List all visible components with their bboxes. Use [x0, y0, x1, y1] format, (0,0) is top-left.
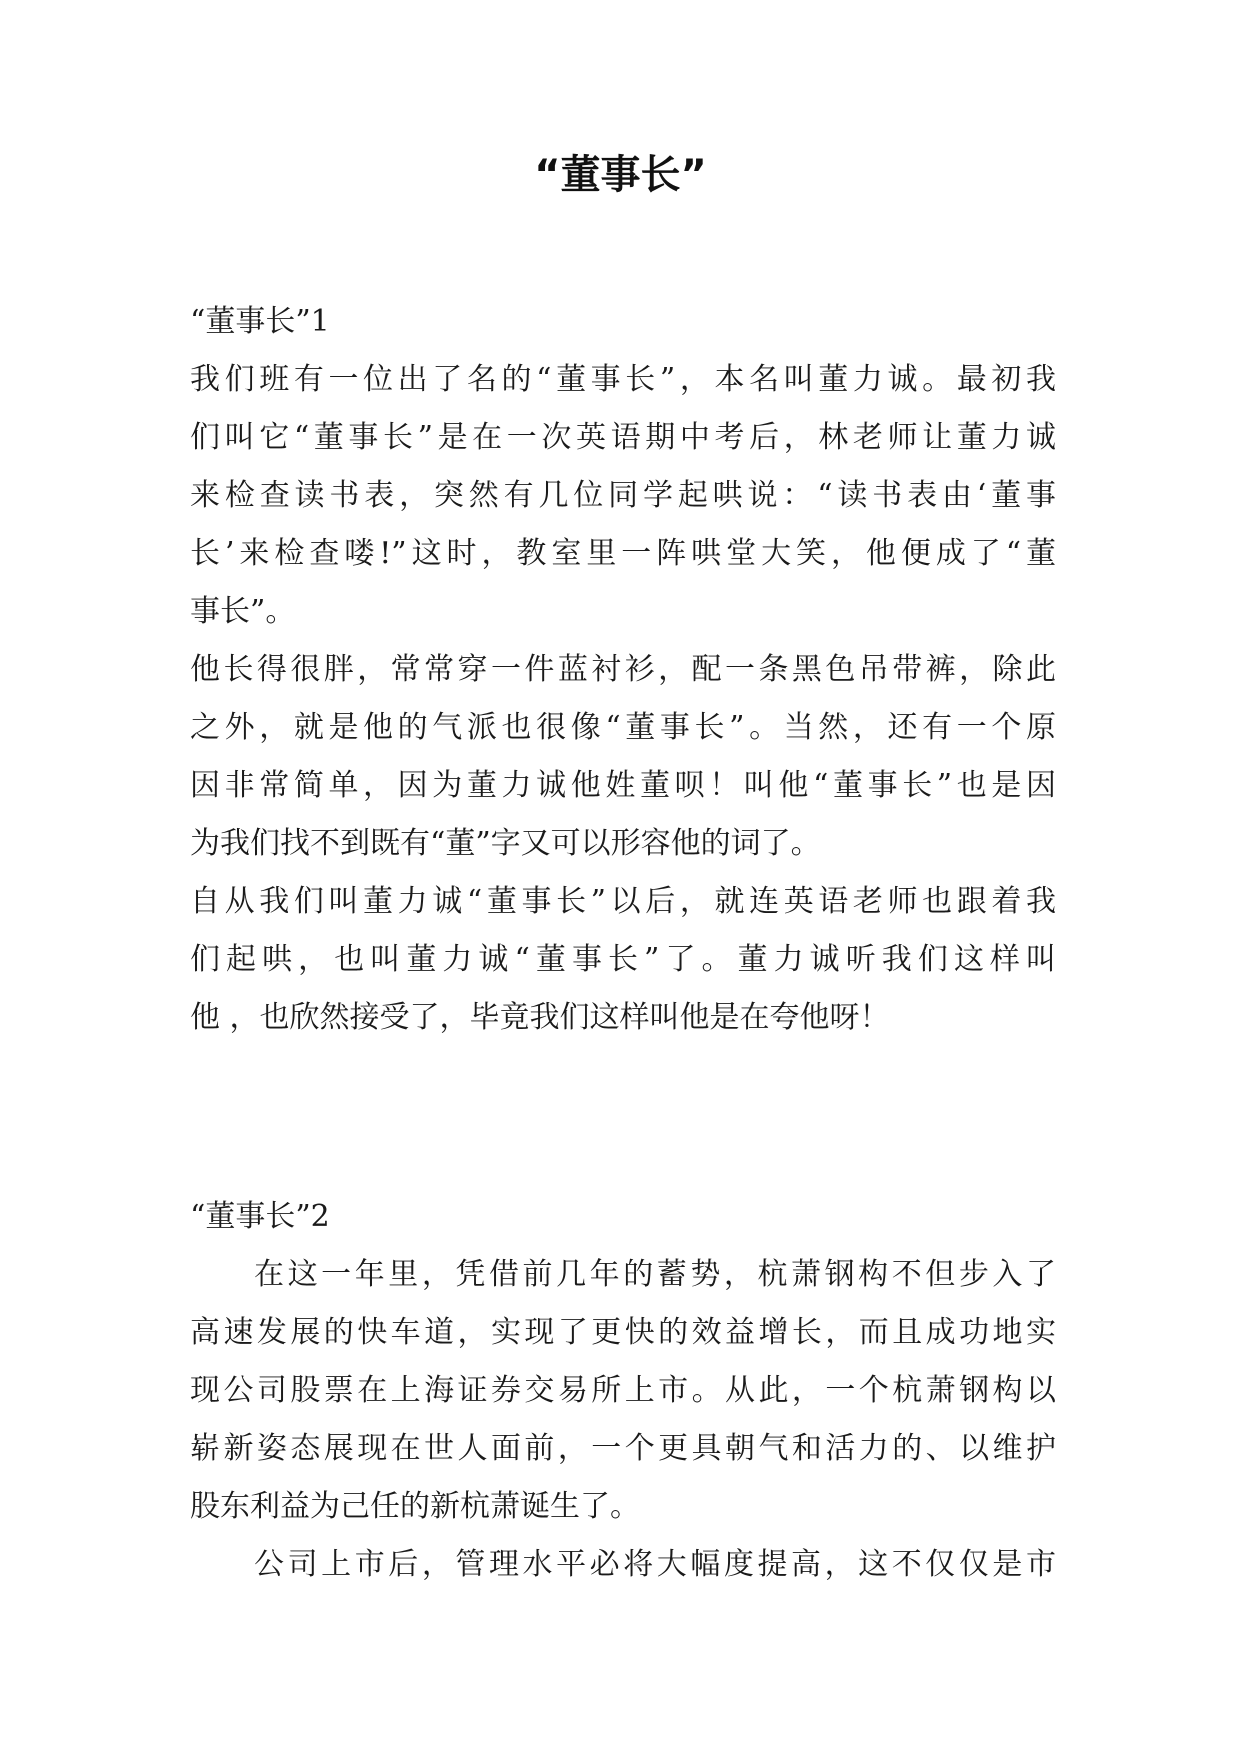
- section-heading: “董事长”2: [190, 1199, 330, 1234]
- paragraph: [190, 351, 1056, 641]
- text-line: 来检查读书表，突然有几位同学起哄说：“读书表由‘董事: [190, 478, 1056, 513]
- section-spacer: [190, 1047, 1056, 1188]
- text-line: 之外，就是他的气派也很像“董事长”。当然，还有一个原: [190, 710, 1056, 745]
- paragraph: [190, 641, 1056, 873]
- text-line: 在这一年里，凭借前几年的蓄势，杭萧钢构不但步入了: [254, 1257, 1056, 1292]
- text-line: 们起哄，也叫董力诚“董事长”了。董力诚听我们这样叫: [190, 942, 1056, 977]
- document-body: [190, 293, 1056, 1594]
- paragraph: [190, 1536, 1056, 1594]
- text-line: 事长”。: [190, 594, 296, 629]
- text-line: 高速发展的快车道，实现了更快的效益增长，而且成功地实: [190, 1315, 1056, 1350]
- text-line: 们叫它“董事长”是在一次英语期中考后，林老师让董力诚: [190, 420, 1056, 455]
- text-line: 他长得很胖，常常穿一件蓝衬衫，配一条黑色吊带裤，除此: [190, 652, 1056, 687]
- text-line: 我们班有一位出了名的“董事长”，本名叫董力诚。最初我: [190, 362, 1056, 397]
- text-line: 股东利益为己任的新杭萧诞生了。: [190, 1489, 640, 1524]
- text-line: 长’来检查喽!”这时，教室里一阵哄堂大笑，他便成了“董: [190, 536, 1056, 571]
- text-line: 现公司股票在上海证券交易所上市。从此，一个杭萧钢构以: [190, 1373, 1056, 1408]
- document-title: “董事长”: [534, 152, 707, 198]
- paragraph: [190, 1246, 1056, 1536]
- text-line: 因非常简单，因为董力诚他姓董呗！叫他“董事长”也是因: [190, 768, 1056, 803]
- text-line: 崭新姿态展现在世人面前，一个更具朝气和活力的、以维护: [190, 1431, 1056, 1466]
- section-heading: “董事长”1: [190, 304, 330, 339]
- text-line: 为我们找不到既有“董”字又可以形容他的词了。: [190, 826, 821, 861]
- text-line: 他 ，也欣然接受了，毕竟我们这样叫他是在夸他呀！: [190, 1000, 890, 1035]
- text-line: 自从我们叫董力诚“董事长”以后，就连英语老师也跟着我: [190, 884, 1056, 919]
- text-line: 公司上市后，管理水平必将大幅度提高，这不仅仅是市: [254, 1547, 1056, 1582]
- paragraph: [190, 873, 1056, 1047]
